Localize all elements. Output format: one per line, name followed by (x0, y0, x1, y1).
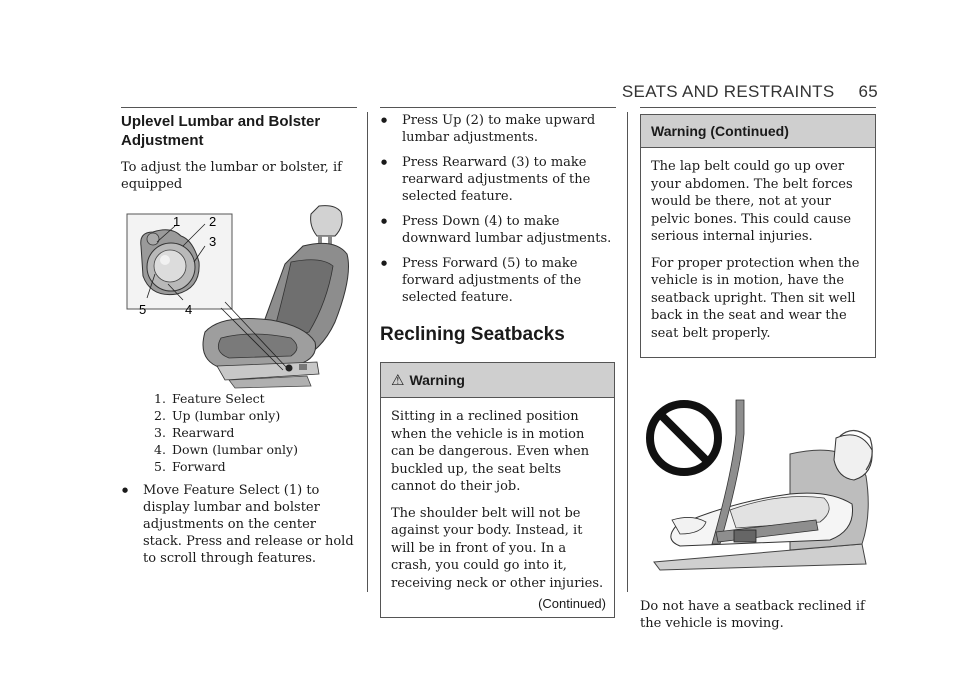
top-rule-col2 (380, 107, 616, 108)
lumbar-intro: To adjust the lumbar or bolster, if equipped (121, 160, 342, 192)
page-number: 65 (858, 82, 878, 101)
feature-select-bullets (121, 482, 356, 567)
bullet-press-down: ● Press Down (4) to make downward lumbar adjustments. (380, 213, 615, 247)
bullet-press-rearward: ● Press Rearward (3) to make rearward adjustments of the selected feature. (380, 154, 615, 205)
warning-continued-body (641, 148, 875, 357)
bullet-press-up: ● Press Up (2) to make upward lumbar adjustments. (380, 112, 615, 146)
list-item: 1. Feature Select (154, 391, 265, 406)
callout-5: 5 (139, 302, 147, 317)
warning-paragraph-2: The shoulder belt will not be against your body. Instead, it will be in front of you. In a crash, you could go into it, receiving neck or other injuries. (391, 505, 604, 591)
callout-4: 4 (185, 302, 193, 317)
warning-continued-paragraph-2: For proper protection when the vehicle is in motion, have the seatback upright. Then sit well back in the seat and wear the seat belt properly. (651, 255, 860, 341)
running-header (600, 82, 878, 102)
top-rule-col3 (640, 107, 876, 108)
figure-caption: Do not have a seatback reclined if the vehicle is moving. (640, 599, 865, 631)
button-instructions (380, 112, 615, 306)
prohibition-icon (650, 404, 718, 472)
warning-continued-header: Warning (Continued) (641, 115, 875, 148)
column-warning-continued (640, 112, 876, 641)
warning-box (380, 362, 615, 618)
warning-header (381, 363, 614, 398)
bullet-feature-select: ● Move Feature Select (1) to display lumbar and bolster adjustments on the center stack. Press and release or hold to scroll through features. (121, 482, 356, 567)
warning-continued-box (640, 114, 876, 358)
callout-1: 1 (173, 214, 181, 229)
column-divider-1 (367, 112, 368, 592)
warning-triangle-icon: ⚠ (391, 372, 405, 389)
continued-label: (Continued) (538, 596, 606, 611)
top-rule-col1 (121, 107, 357, 108)
warning-continued-paragraph-1: The lap belt could go up over your abdomen. The belt forces would be there, not at your pelvic bones. This could cause serious internal injuries. (651, 159, 853, 244)
callout-3: 3 (209, 234, 217, 249)
reclined-occupant-icon (654, 430, 872, 570)
list-item: 5. Forward (154, 459, 226, 474)
seat-control-figure (121, 202, 356, 390)
warning-title: Warning (409, 372, 465, 388)
reclined-occupant-figure (640, 394, 876, 574)
section-name: SEATS AND RESTRAINTS (621, 82, 835, 101)
callout-2: 2 (209, 214, 217, 229)
lumbar-heading: Uplevel Lumbar and Bolster Adjustment (121, 113, 321, 149)
column-lumbar-adjustment (121, 112, 356, 575)
parts-list (154, 390, 356, 475)
column-controls-reclining (380, 112, 615, 618)
reclining-seatbacks-title: Reclining Seatbacks (380, 324, 565, 345)
list-item: 4. Down (lumbar only) (154, 442, 298, 457)
warning-paragraph-1: Sitting in a reclined position when the vehicle is in motion can be dangerous. Even when buckled up, the seat belts cannot do their job. (391, 409, 590, 494)
list-item: 2. Up (lumbar only) (154, 408, 281, 423)
list-item: 3. Rearward (154, 425, 235, 440)
column-divider-2 (627, 112, 628, 592)
warning-body (381, 398, 614, 617)
bullet-press-forward: ● Press Forward (5) to make forward adjustments of the selected feature. (380, 255, 615, 306)
